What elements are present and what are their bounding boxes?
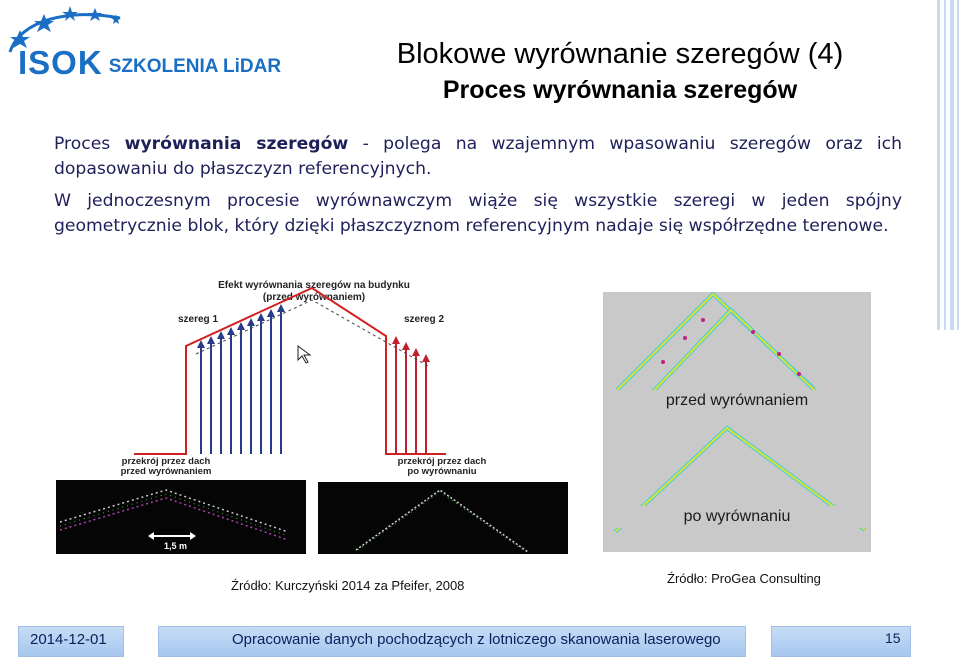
strip1-arrows: [201, 310, 281, 454]
section-right-line1: przekrój przez dach: [397, 456, 487, 467]
strip1-label: szereg 1: [177, 314, 219, 325]
label-before: przed wyrównaniem: [603, 390, 871, 412]
source-left: Źródło: Kurczyński 2014 za Pfeifer, 2008: [231, 578, 465, 593]
logo-subtitle: SZKOLENIA LiDAR: [108, 56, 282, 77]
scale-label: 1,5 m: [164, 541, 188, 551]
paragraph-block-adjustment: W jednoczesnym procesie wyrównawczym wiąże się wszystkie szeregi w jeden spójny geometrycznie blok, który dzięki płaszczyznom referencyjnym nadaje się współrzędne terenowe.: [54, 191, 902, 236]
section-after-panel: [318, 482, 568, 554]
isok-logo: [0, 0, 290, 80]
section-left-line1: przekrój przez dach: [121, 456, 211, 467]
slide-title: Blokowe wyrównanie szeregów (4): [396, 38, 844, 70]
paragraph-rest: - polega na wzajemnym wpasowaniu szeregów oraz ich dopasowaniu do płaszczyzn referencyjnych.: [54, 134, 902, 179]
strip2-label: szereg 2: [403, 314, 445, 325]
fig-title-line2: (przed wyrównaniem): [262, 292, 366, 303]
cursor-icon: [298, 346, 310, 363]
strip2-arrowheads: [392, 336, 430, 362]
label-after: po wyrównaniu: [603, 506, 871, 528]
slide-subtitle: Proces wyrównania szeregów: [442, 76, 798, 104]
section-right-line2: po wyrównaniu: [407, 466, 477, 477]
fig-title-line1: Efekt wyrównania szeregów na budynku: [218, 280, 410, 291]
building-outline: [134, 288, 446, 454]
footer-date: 2014-12-01: [30, 631, 107, 648]
page-number: 15: [885, 630, 901, 646]
paragraph-bold-term: wyrównania szeregów: [124, 134, 349, 154]
figure-building-strips: [56, 276, 572, 556]
paragraph-prefix: Proces: [54, 134, 125, 154]
strip2-arrows: [396, 342, 426, 454]
paragraph-definition: [54, 132, 902, 182]
footer-course: Opracowanie danych pochodzących z lotniczego skanowania laserowego: [232, 631, 721, 648]
logo-isok: ISOK: [18, 44, 103, 81]
section-left-line2: przed wyrównaniem: [120, 466, 212, 477]
logo-text: [18, 44, 281, 82]
figure-roof-comparison: [603, 292, 871, 552]
source-right: Źródło: ProGea Consulting: [667, 571, 821, 586]
